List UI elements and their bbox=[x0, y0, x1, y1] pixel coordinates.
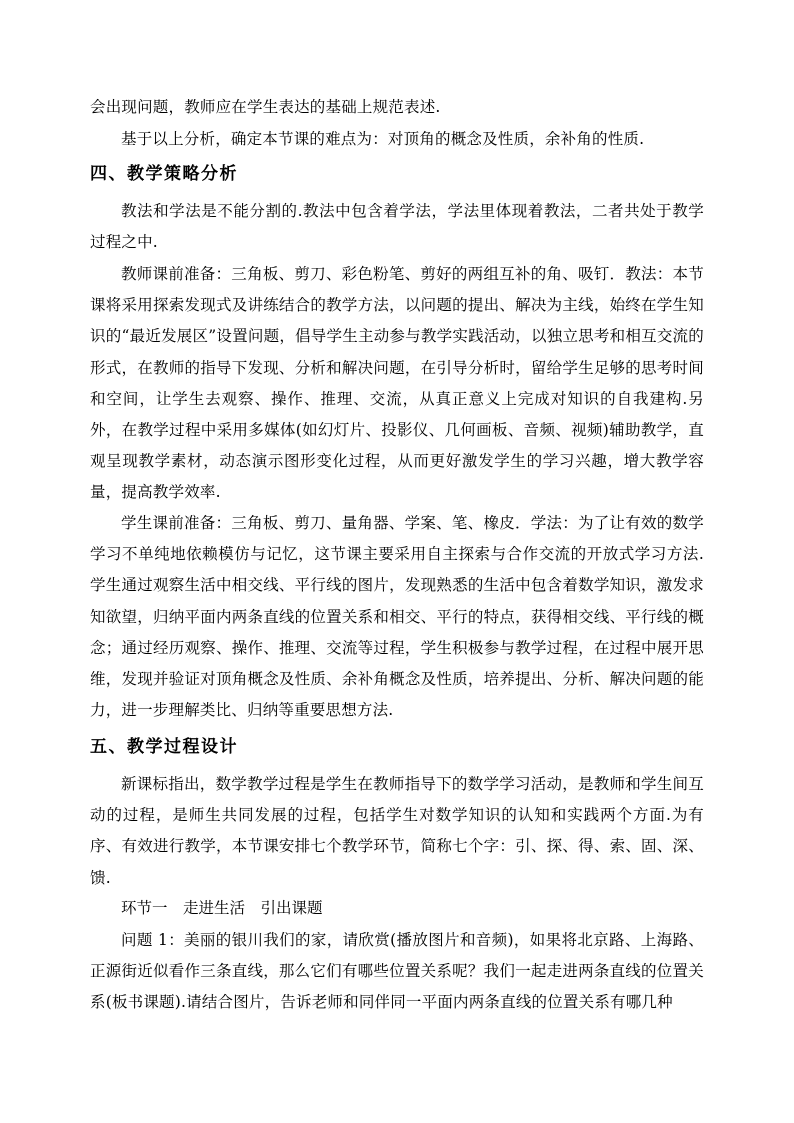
paragraph-student-prep: 学生课前准备：三角板、剪刀、量角器、学案、笔、橡皮．学法：为了让有效的数学学习不单纯地依赖模仿与记忆，这节课主要采用自主探索与合作交流的开放式学习方法.学生通过观察生活中相交线、平行线的图片，发现熟悉的生活中包含着数学知识，激发求知欲望，归纳平面内两条直线的位置关系和相交、平行的特点，获得相交线、平行线的概念；通过经历观察、操作、推理、交流等过程，学生积极参与教学过程，在过程中展开思维，发现并验证对顶角概念及性质、余补角概念及性质，培养提出、分析、解决问题的能力，进一步理解类比、归纳等重要思想方法. bbox=[90, 514, 704, 720]
section-heading-4: 四、教学策略分析 bbox=[90, 164, 238, 184]
section-heading-5: 五、教学过程设计 bbox=[90, 737, 238, 757]
paragraph-process-intro: 新课标指出，数学教学过程是学生在教师指导下的数学学习活动，是教师和学生间互动的过程，是师生共同发展的过程，包括学生对数学知识的认知和实践两个方面.为有序、有效进行教学，本节课安排七个教学环节，简称七个字：引、探、得、索、固、深、馈. bbox=[90, 775, 704, 887]
section-step-1-title: 环节一 走进生活 引出课题 bbox=[121, 899, 323, 917]
paragraph-question-1: 问题 1：美丽的银川我们的家，请欣赏(播放图片和音频)，如果将北京路、上海路、正源街近似看作三条直线，那么它们有哪些位置关系呢？我们一起走进两条直线的位置关系(板书课题).请结合图片，告诉老师和同伴同一平面内两条直线的位置关系有哪几种 bbox=[90, 931, 704, 1012]
paragraph-strategy-intro: 教法和学法是不能分割的.教法中包含着学法，学法里体现着教法，二者共处于教学过程之中. bbox=[90, 202, 704, 252]
paragraph-difficulty: 基于以上分析，确定本节课的难点为：对顶角的概念及性质，余补角的性质. bbox=[121, 130, 645, 148]
paragraph-teacher-prep: 教师课前准备：三角板、剪刀、彩色粉笔、剪好的两组互补的角、吸钉．教法：本节课将采用探索发现式及讲练结合的教学方法，以问题的提出、解决为主线，始终在学生知识的“最近发展区”设置问题，倡导学生主动参与教学实践活动，以独立思考和相互交流的形式，在教师的指导下发现、分析和解决问题，在引导分析时，留给学生足够的思考时间和空间，让学生去观察、操作、推理、交流，从真正意义上完成对知识的自我建构.另外，在教学过程中采用多媒体(如幻灯片、投影仪、几何画板、音频、视频)辅助教学，直观呈现教学素材，动态演示图形变化过程，从而更好激发学生的学习兴趣，增大教学容量，提高教学效率. bbox=[90, 265, 704, 502]
paragraph-continuation: 会出现问题，教师应在学生表达的基础上规范表述. bbox=[90, 98, 441, 116]
